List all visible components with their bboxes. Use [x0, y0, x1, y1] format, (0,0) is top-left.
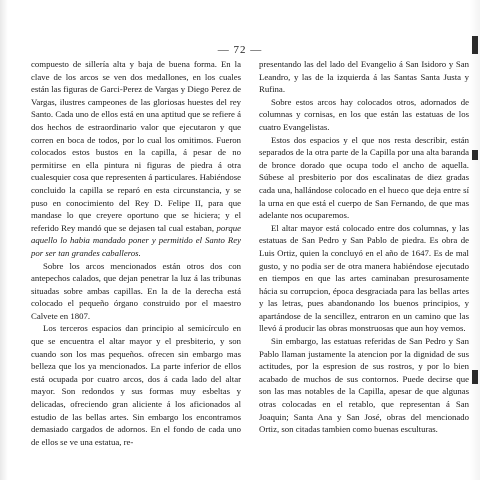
scan-edge-mark [472, 36, 478, 54]
right-column [259, 58, 469, 436]
paragraph-text: compuesto de sillería alta y baja de buena forma. En la clave de los arcos se ven dos medallones, en los cuales están las figuras de Garci-Perez de Vargas y Diego Perez de Vargas, ilustres campeones de las gloriosas huestes del rey Santo. Cada uno de ellos está en una aptitud que se refiere á dos hechos de estraordinario valor que ejecutaron y que corren en boca de todos, por lo cual los omitimos. Fueron colocados estos bustos en la capilla, á pesar de no permitirse en ella pintura ni figuras de piedra á otra cualesquier cosa que representen á particulares. Habiéndose concluido la capilla se reparó en esta circunstancia, y se puso en conocimiento del Rey D. Felipe II, para que mandase lo que creyere oportuno que se hiciera; y el referido Rey mandó que se dejasen tal cual estaban, [31, 59, 241, 233]
paragraph: Sobre los arcos mencionados están otros dos con antepechos calados, que dejan penetrar la luz á las tribunas situadas sobre ambas capillas. En la de la derecha está colocado el pequeño órgano construido por el maestro Calvete en 1807. [31, 260, 241, 321]
paragraph: Los terceros espacios dan principio al semicírculo en que se encuentra el altar mayor y el presbiterio, y son cuando son los mas pequeños. ofrecen sin embargo mas belleza que los ya mencionados. La parte inferior de ellos está ocupada por cuatro arcos, dos á cada lado del altar mayor. Son redondos y sus formas muy esbeltas y delicadas, ofreciendo gran aliciente á los aficionados al estudio de las bellas artes. Sin embargo los encontramos demasiado cargados de adornos. En el fondo de cada uno de ellos se ve una estatua, re- [31, 323, 241, 447]
paragraph: Sobre estos arcos hay colocados otros, adornados de columnas y cornisas, en los que están las estatuas de los cuatro Evangelistas. [259, 96, 469, 132]
scan-edge-mark [472, 370, 478, 384]
italic-quote: porque aquello lo habia mandado poner y permitido el Santo Rey por ser tan grandes caballeros. [31, 222, 241, 258]
scan-edge-mark [472, 150, 478, 160]
paragraph [31, 58, 241, 260]
page-number: — 72 — [217, 44, 263, 56]
paragraph: presentando las del lado del Evangelio á San Isidoro y San Leandro, y las de la izquierda á las Santas Santa Justa y Rufina. [259, 59, 469, 95]
left-column [31, 58, 241, 448]
paragraph: Estos dos espacios y el que nos resta describir, están separados de la otra parte de la Capilla por una alta baranda de bronce dorado que ocupa todo el ancho de aquella. Súbese al presbiterio por dos escalinatas de diez gradas cada una, hallándose colocado en el hueco que deja entre sí la urna en que está el cuerpo de San Fernando, de que mas adelante nos ocuparemos. [259, 134, 469, 221]
paragraph: El altar mayor está colocado entre dos columnas, y las estatuas de San Pedro y San Pablo de piedra. Es obra de Luis Ortiz, quien la concluyó en el año de 1647. Es de mal gusto, y no podia ser de otra manera habiéndose ejecutado en tiempos en que las artes caminaban presurosamente hácia su corrupcion, época desgraciada para las bellas artes y las letras, pues abandonando los buenos principios, y apartándose de la sencillez, entraron en un camino que las llevó á producir las obras monstruosas que aun hoy vemos. [259, 222, 469, 334]
paragraph: Sin embargo, las estatuas referidas de San Pedro y San Pablo llaman justamente la atencion por la dignidad de sus actitudes, por la espresion de sus rostros, y por lo bien acabado de muchos de sus contornos. Puede decirse que son las mas notables de la Capilla, apesar de que algunas otras colocadas en el retablo, que representan á San Joaquin; Santa Ana y San José, obras del mencionado Ortiz, son citadas tambien como buenas esculturas. [259, 336, 469, 435]
